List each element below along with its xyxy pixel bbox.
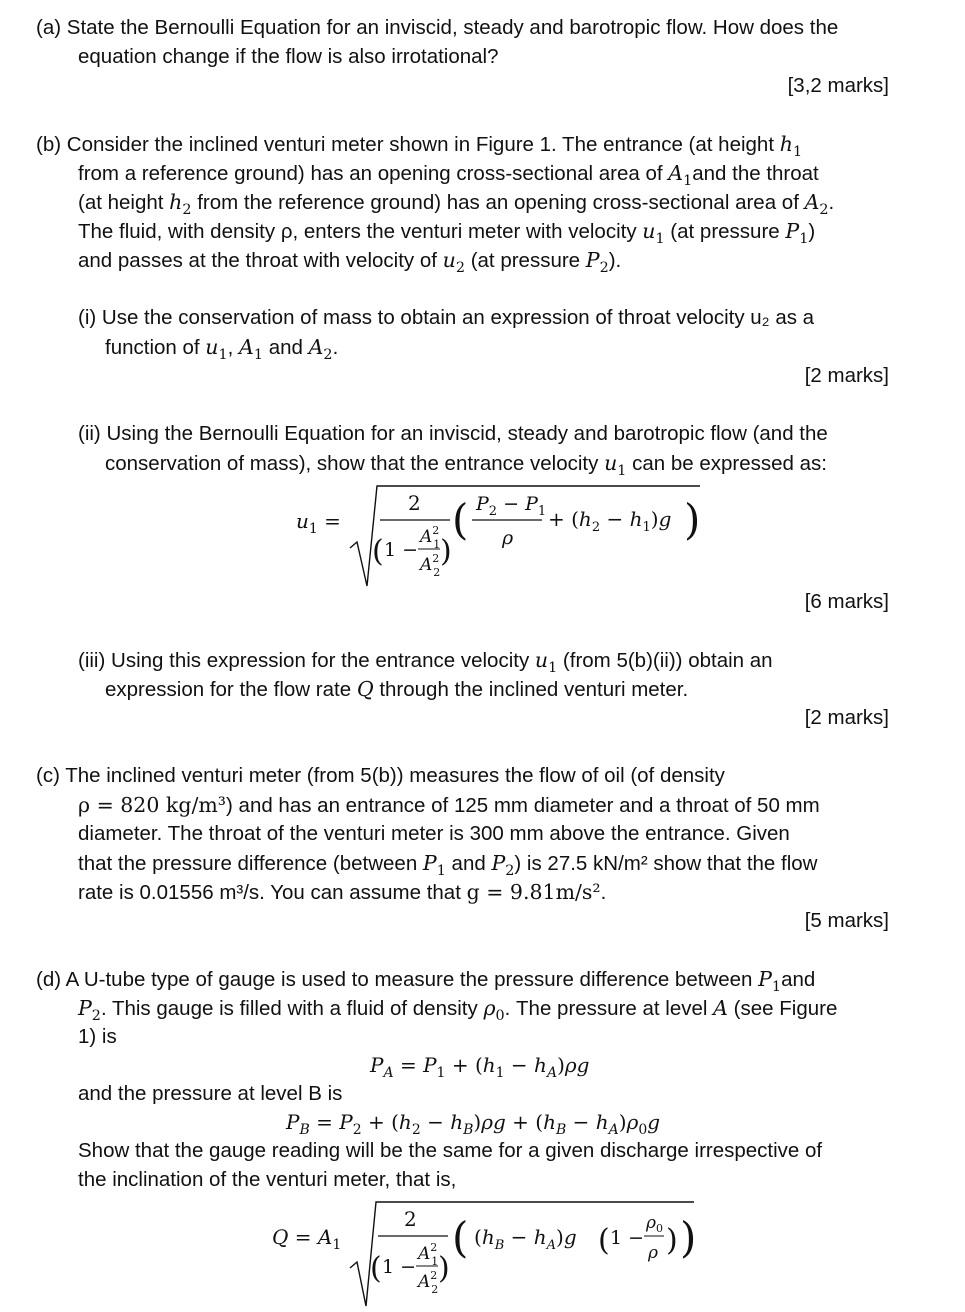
part-c-line-3: diameter. The throat of the venturi meter is 300 mm above the entrance. Given [78, 822, 790, 845]
part-c-line-1: (c) The inclined venturi meter (from 5(b)) measures the flow of oil (of density [36, 764, 725, 787]
svg-text:): ) [684, 495, 701, 544]
part-d-line-3: 1) is [78, 1025, 117, 1048]
svg-text:Q = A1: $Q = A_1$ [272, 1225, 342, 1253]
svg-text:(: ( [452, 1213, 469, 1262]
part-d-line-5: Show that the gauge reading will be the same for a given discharge irrespective of [78, 1139, 823, 1162]
equation-pressure-a: $P_A = P_1 + (h_1 - h_A)\rho g$ [370, 1053, 590, 1081]
part-c-line-5: rate is 0.01556 m³/s. You can assume that g = 9.81m/s². [78, 880, 607, 904]
part-b-line-1: (b) Consider the inclined venturi meter shown in Figure 1. The entrance (at height $h_1$ [36, 132, 803, 161]
part-d-line-2: $P_2$. This gauge is filled with a fluid of density $\rho_0$. The pressure at level A (see Figure [78, 996, 838, 1025]
svg-text:2: 2 [408, 491, 421, 515]
equation-pressure-b: $P_B = P_2 + (h_2 - h_B)\rho g + (h_B - h_A)\rho_0g$ [286, 1110, 661, 1138]
part-b-ii-line-2: conservation of mass), show that the entrance velocity $u_1$ can be expressed as: [105, 451, 827, 480]
svg-text:(: ( [370, 1251, 382, 1286]
svg-text:1 −: 1 − [384, 539, 419, 561]
svg-text:ρ: ρ [648, 1243, 658, 1263]
svg-text:1 −: 1 − [610, 1227, 645, 1249]
svg-text:+ (h2 − h1)g: + $(h_2 - h_1)g$ [548, 507, 672, 535]
equation-entrance-velocity [280, 478, 720, 598]
part-a-line-1: (a) State the Bernoulli Equation for an inviscid, steady and barotropic flow. How does the [36, 16, 839, 39]
svg-text:P2 − P1: $P_2 - P_1$ [476, 493, 547, 519]
part-b-iii-line-1: (iii) Using this expression for the entrance velocity $u_1$ (from 5(b)(ii)) obtain an [78, 648, 773, 677]
part-d-line-4: and the pressure at level B is [78, 1082, 343, 1105]
part-a-line-2: equation change if the flow is also irrotational? [78, 45, 499, 68]
part-a-marks: [3,2 marks] [787, 74, 889, 97]
part-b-iii-marks: [2 marks] [804, 706, 889, 729]
svg-text:u1 =: $u_1$ = [296, 509, 341, 537]
part-b-line-5: and passes at the throat with velocity of $u_2$ (at pressure $P_2$). [78, 248, 622, 277]
svg-text:2: 2 [404, 1207, 417, 1231]
svg-text:(: ( [372, 534, 384, 569]
part-b-ii-marks: [6 marks] [804, 590, 889, 613]
part-b-line-4: The fluid, with density ρ, enters the venturi meter with velocity $u_1$ (at pressure $P_1$) [78, 219, 816, 248]
svg-text:ρ0: $\rho_0$ [646, 1213, 663, 1235]
part-b-i-marks: [2 marks] [804, 364, 889, 387]
svg-text:A22: $A^2$ 2 [420, 552, 441, 579]
svg-text:): ) [666, 1223, 678, 1258]
svg-text:): ) [438, 1251, 450, 1286]
part-b-i-line-2: function of $u_1$, $A_1$ and $A_2$. [105, 335, 339, 364]
part-b-iii-line-2: expression for the flow rate Q through the inclined venturi meter. [105, 677, 689, 701]
svg-text:A22: $A^2$ 2 [418, 1269, 439, 1296]
svg-text:1 −: 1 − [382, 1256, 417, 1278]
part-d-line-6: the inclination of the venturi meter, that is, [78, 1168, 457, 1191]
part-c-marks: [5 marks] [804, 909, 889, 932]
svg-text:A21: $A^2$ 1 [420, 524, 441, 551]
svg-text:A21: $A^2$ 1 [418, 1241, 439, 1268]
part-b-line-2: from a reference ground) has an opening cross-sectional area of $A_1and$ the throat [78, 161, 819, 190]
svg-text:): ) [440, 534, 452, 569]
part-b-i-line-1: (i) Use the conservation of mass to obtain an expression of throat velocity u₂ as a [78, 306, 815, 329]
svg-text:(: ( [452, 495, 469, 544]
part-d-line-1: (d) A U-tube type of gauge is used to measure the pressure difference between $P_1and$ [36, 967, 816, 996]
part-c-line-4: that the pressure difference (between $P_1$ and $P_2$) is 27.5 kN/m² show that the flow [78, 851, 818, 880]
svg-text:(hB − hA)g: $(h_B - h_A)g$ [474, 1225, 577, 1253]
part-b-ii-line-1: (ii) Using the Bernoulli Equation for an inviscid, steady and barotropic flow (and the [78, 422, 828, 445]
part-b-line-3: (at height $h_2$ from the reference ground) has an opening cross-sectional area of $A_2$. [78, 190, 835, 219]
svg-text:(: ( [598, 1223, 610, 1258]
equation-flow-rate [262, 1196, 712, 1310]
svg-text:ρ: ρ [502, 527, 514, 549]
svg-text:): ) [680, 1213, 697, 1262]
part-c-line-2: ρ = 820 kg/m³) and has an entrance of 125 mm diameter and a throat of 50 mm [78, 793, 820, 817]
